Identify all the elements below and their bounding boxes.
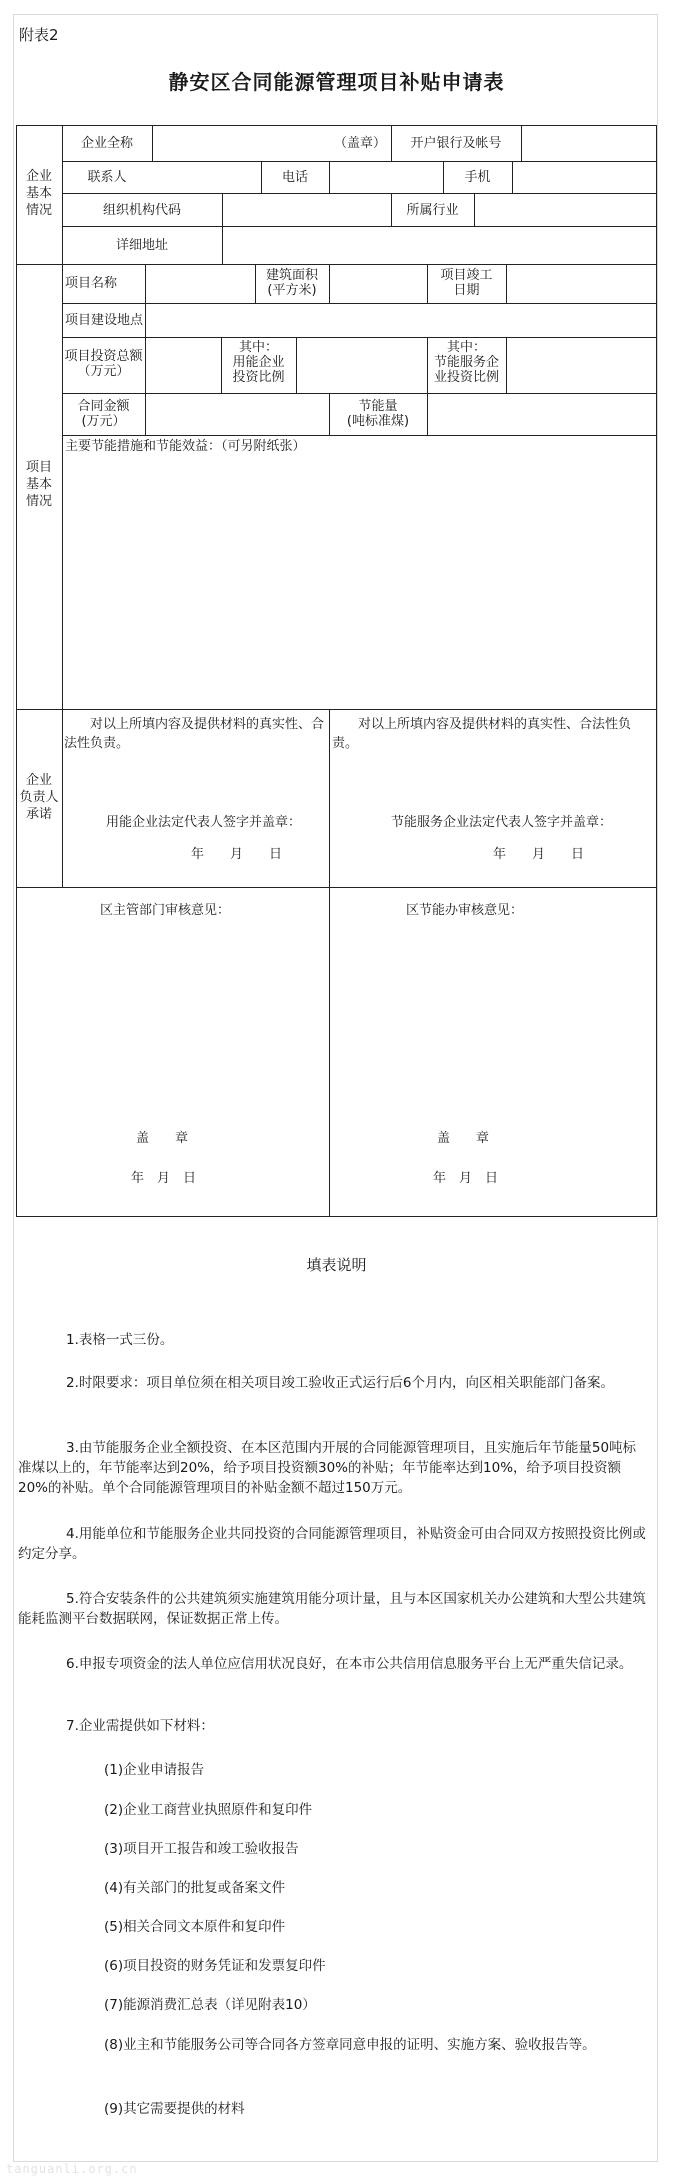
table-line — [145, 393, 146, 435]
org-code-label: 组织机构代码 — [102, 203, 181, 218]
company-name-label: 企业全称 — [80, 136, 133, 151]
table-line — [62, 393, 656, 394]
project-site-label: 项目建设地点 — [65, 313, 144, 328]
section-label-company: 企业 基本 情况 — [25, 169, 52, 218]
table-line — [222, 226, 223, 264]
company-seal-label: （盖章） — [334, 136, 387, 151]
table-line — [506, 264, 507, 303]
section-label-project: 项目 基本 情况 — [25, 460, 52, 509]
table-line — [152, 125, 153, 161]
material-item: (8)业主和节能服务公司等合同各方签章同意申报的证明、实施方案、验收报告等。 — [104, 2037, 596, 2053]
table-line — [656, 125, 657, 1217]
building-area-label: 建筑面积 (平方米) — [265, 268, 318, 298]
table-line — [16, 887, 656, 888]
material-item: (5)相关合同文本原件和复印件 — [104, 1919, 286, 1935]
table-line — [16, 1216, 656, 1217]
investment-total-label: 项目投资总额 （万元） — [64, 349, 143, 379]
table-line — [222, 193, 223, 226]
commitment-date-right: 年 月 日 — [493, 847, 585, 862]
table-line — [62, 303, 656, 304]
material-item: (9)其它需要提供的材料 — [104, 2101, 245, 2117]
address-label: 详细地址 — [115, 238, 168, 253]
material-item: (4)有关部门的批复或备案文件 — [104, 1880, 286, 1896]
table-line — [62, 161, 656, 162]
instruction-item: 3.由节能服务企业全额投资、在本区范围内开展的合同能源管理项目，且实施后年节能量50吨标准煤以上的，年节能率达到20%，给予项目投资额30%的补贴；年节能率达到10%，给予项目投资额20%的补贴。单个合同能源管理项目的补贴金额不超过150万元。 — [18, 1440, 637, 1496]
table-line — [145, 303, 146, 337]
table-line — [62, 226, 656, 227]
contract-amount-label: 合同金额 (万元） — [77, 399, 130, 429]
material-item: (6)项目投资的财务凭证和发票复印件 — [104, 1958, 326, 1974]
table-line — [62, 435, 656, 436]
table-line — [506, 337, 507, 393]
energy-office-review-label: 区节能办审核意见： — [406, 903, 524, 918]
table-line — [16, 264, 656, 265]
table-line — [16, 125, 17, 1217]
table-line — [62, 337, 656, 338]
instruction-item: 2.时限要求：项目单位须在相关项目竣工验收正式运行后6个月内，向区相关职能部门备案。 — [66, 1375, 614, 1391]
application-form-table — [16, 125, 656, 1216]
commitment-statement-left: 对以上所填内容及提供材料的真实性、合法性负责。 — [64, 717, 325, 751]
user-ratio-label: 其中： 用能企业 投资比例 — [232, 340, 285, 385]
district-dept-review-label: 区主管部门审核意见： — [100, 903, 231, 918]
table-line — [16, 125, 656, 126]
review-date-right: 年 月 日 — [433, 1171, 499, 1186]
instructions-title: 填表说明 — [306, 1256, 367, 1274]
table-line — [521, 125, 522, 161]
table-line — [512, 161, 513, 193]
industry-label: 所属行业 — [406, 203, 459, 218]
form-title: 静安区合同能源管理项目补贴申请表 — [168, 70, 505, 94]
section-label-responsible: 企业 负责人 承诺 — [19, 773, 59, 822]
table-line — [145, 337, 146, 393]
project-name-label: 项目名称 — [65, 276, 118, 291]
esco-signature-label: 节能服务企业法定代表人签字并盖章： — [391, 815, 613, 830]
table-line — [145, 264, 146, 303]
instruction-item: 4.用能单位和节能服务企业共同投资的合同能源管理项目，补贴资金可由合同双方按照投资比例或约定分享。 — [18, 1526, 646, 1562]
review-seal-left: 盖 章 — [136, 1131, 189, 1146]
commitment-statement-right: 对以上所填内容及提供材料的真实性、合法性负责。 — [332, 717, 632, 751]
instruction-item: 6.申报专项资金的法人单位应信用状况良好，在本市公共信用信息服务平台上无严重失信记录。 — [66, 1656, 633, 1672]
instruction-item: 7.企业需提供如下材料： — [66, 1718, 214, 1734]
site-watermark: tanguanli.org.cn — [6, 2162, 138, 2176]
contact-label: 联系人 — [87, 170, 127, 185]
material-item: (1)企业申请报告 — [104, 1762, 205, 1778]
table-line — [296, 337, 297, 393]
annex-label: 附表2 — [19, 26, 59, 44]
review-seal-right: 盖 章 — [437, 1131, 490, 1146]
phone-label: 电话 — [281, 170, 308, 185]
energy-savings-label: 节能量 (吨标准煤) — [346, 399, 410, 429]
bank-account-label: 开户银行及帐号 — [410, 136, 502, 151]
table-line — [474, 193, 475, 226]
table-line — [329, 709, 330, 1217]
instruction-item: 5.符合安装条件的公共建筑须实施建筑用能分项计量，且与本区国家机关办公建筑和大型公共建筑能耗监测平台数据联网，保证数据正常上传。 — [18, 1591, 646, 1627]
instruction-item: 1.表格一式三份。 — [66, 1332, 174, 1348]
completion-date-label: 项目竣工 日期 — [440, 268, 493, 298]
commitment-date-left: 年 月 日 — [191, 847, 283, 862]
mobile-label: 手机 — [464, 170, 491, 185]
material-item: (2)企业工商营业执照原件和复印件 — [104, 1802, 313, 1818]
table-line — [16, 709, 656, 710]
table-line — [329, 264, 330, 303]
table-line — [427, 393, 428, 435]
review-date-left: 年 月 日 — [131, 1171, 197, 1186]
material-item: (7)能源消费汇总表（详见附表10） — [104, 1997, 316, 2013]
esco-ratio-label: 其中： 节能服务企 业投资比例 — [433, 340, 499, 385]
table-line — [329, 161, 330, 193]
user-signature-label: 用能企业法定代表人签字并盖章： — [106, 815, 302, 830]
material-item: (3)项目开工报告和竣工验收报告 — [104, 1841, 299, 1857]
table-line — [62, 193, 656, 194]
measures-label: 主要节能措施和节能效益：（可另附纸张） — [65, 439, 306, 454]
